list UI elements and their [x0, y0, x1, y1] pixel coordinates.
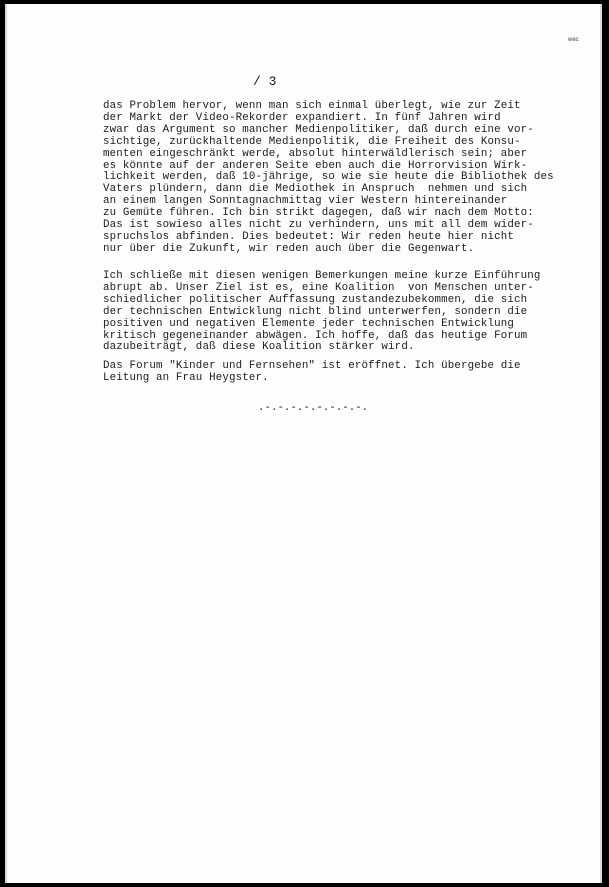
paragraph-1	[103, 101, 602, 256]
text-line: positiven und negativen Elemente jeder technischen Entwicklung	[103, 317, 515, 330]
text-line: abrupt ab. Unser Ziel ist es, eine Koalition von Menschen unter-	[103, 281, 534, 294]
text-line: lichkeit werden, daß 10-jährige, so wie sie heute die Bibliothek des	[103, 171, 554, 184]
section-separator: .-.-.-.-.-.-.-.-.	[258, 402, 369, 414]
text-line: sichtige, zurückhaltende Medienpolitik, die Freiheit des Konsu-	[103, 135, 521, 148]
text-line: Vaters plündern, dann die Mediothek in Anspruch nehmen und sich	[103, 183, 528, 196]
text-line: der Markt der Video-Rekorder expandiert. In fünf Jahren wird	[103, 111, 501, 124]
text-line: menten eingeschränkt werde, absolut hinterwäldlerisch sein; aber	[103, 147, 528, 160]
text-line: Ich schließe mit diesen wenigen Bemerkungen meine kurze Einführung	[103, 270, 541, 282]
text-line: das Problem hervor, wenn man sich einmal überlegt, wie zur Zeit	[103, 100, 521, 112]
text-line: Leitung an Frau Heygster.	[103, 371, 269, 384]
text-line: an einem langen Sonntagnachmittag vier Western hintereinander	[103, 195, 508, 208]
text-line: schiedlicher politischer Auffassung zustandezubekommen, die sich	[103, 293, 528, 306]
text-line: dazubeiträgt, daß diese Koalition stärker wird.	[103, 341, 415, 354]
text-line: spruchslos abfinden. Dies bedeutet: Wir reden heute hier nicht	[103, 230, 515, 243]
paragraph-2	[103, 271, 602, 354]
text-line: der technischen Entwicklung nicht blind unterwerfen, sondern die	[103, 305, 528, 318]
text-line: Das ist sowieso alles nicht zu verhindern, uns mit all dem wider-	[103, 219, 534, 232]
text-line: es könnte auf der anderen Seite eben auch die Horrorvision Wirk-	[103, 159, 528, 172]
page-edge-left	[5, 4, 7, 883]
text-line: zwar das Argument so mancher Medienpolitiker, daß durch eine vor-	[103, 123, 534, 136]
text-line: zu Gemüte führen. Ich bin strikt dagegen, daß wir nach dem Motto:	[103, 207, 534, 220]
text-line: Das Forum "Kinder und Fernsehen" ist eröffnet. Ich übergebe die	[103, 360, 521, 372]
page-number: / 3	[253, 74, 277, 89]
document-page	[5, 4, 602, 883]
text-line: kritisch gegeneinander abwägen. Ich hoffe, daß das heutige Forum	[103, 329, 528, 342]
paragraph-3	[103, 361, 602, 385]
text-line: nur über die Zukunft, wir reden auch über die Gegenwart.	[103, 242, 475, 255]
corner-mark: wec	[568, 37, 579, 43]
